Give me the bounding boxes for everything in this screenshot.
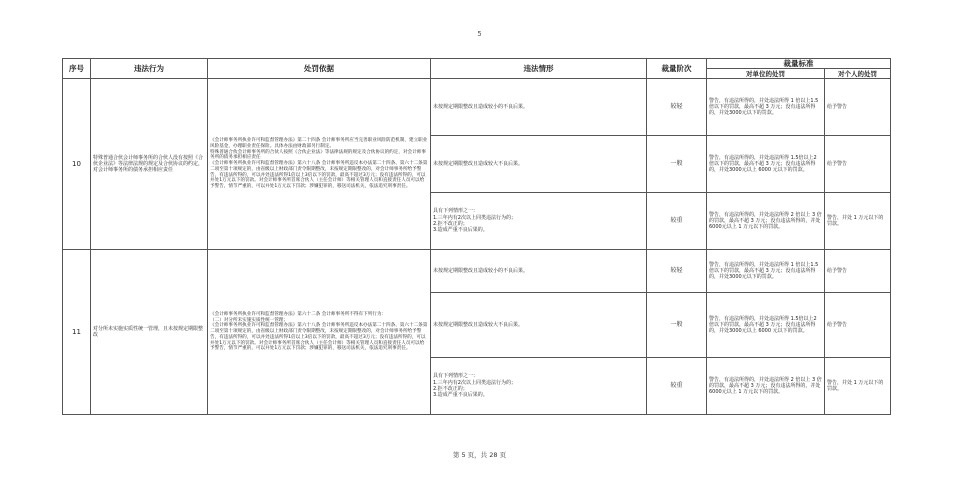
top-page-number: 5 <box>477 30 482 38</box>
header-basis: 处罚依据 <box>208 59 431 79</box>
person-penalty-cell: 给予警告 <box>825 79 891 136</box>
person-penalty-cell: 警告，并处 1 万元以下的罚款。 <box>825 193 891 250</box>
level-cell: 一般 <box>647 293 707 358</box>
penalty-discretion-table <box>62 58 891 415</box>
header-seq: 序号 <box>63 59 91 79</box>
behavior-cell: 特殊普通合伙会计师事务所的合伙人没有按照《合伙企业法》等法律法规的规定及合伙协议的约定，对会计师事务所的债务承担相应责任 <box>91 79 208 250</box>
seq-cell: 11 <box>63 250 91 415</box>
level-cell: 较轻 <box>647 250 707 293</box>
header-to-unit: 对单位的处罚 <box>707 69 825 79</box>
header-behavior: 违法行为 <box>91 59 208 79</box>
table-row <box>63 79 891 136</box>
person-penalty-cell: 给予警告 <box>825 250 891 293</box>
header-circumstance: 违法情形 <box>431 59 647 79</box>
person-penalty-cell: 警告，并处 1 万元以下的罚款。 <box>825 358 891 415</box>
basis-cell: 《会计师事务所执业许可和监督管理办法》第二十四条 会计师事务所应当完善职业风险防范机制，建立职业风险基金，办理职业责任保险。具体办法由财政部另行制定。 特殊普通合伙会计师事务所的合伙人按照《合伙企业法》等法律法规的规定及合伙协议的约定，对会计师事务所的债务承担相应责任 《会计师事务所执业许可和监督管理办法》第六十八条 会计师事务所违反本办法第二十四条、第六十二条第二项至第十项规定的，由省级以上财政部门责令限期整改，未按规定期限整改的，对会计师事务所给予警告，有违法所得的，可以并处违法所得1倍以上3倍以下的罚款，最高不超过3万元；没有违法所得的，可以并处1万元以下的罚款。对会计师事务所首席合伙人（主任会计师）等相关管理人员和直接责任人员可以给予警告，情节严重的，可以并处1万元以下罚款；涉嫌犯罪的，移送司法机关，依法追究刑事责任。 <box>208 79 431 250</box>
unit-penalty-cell: 警告，有违法所得的，并处违法所得 1 倍以上1.5 倍以下的罚款，最高不超 3 万元；没有违法所得的，并处3000元以下的罚款。 <box>707 79 825 136</box>
seq-cell: 10 <box>63 79 91 250</box>
level-cell: 较轻 <box>647 79 707 136</box>
header-to-person: 对个人的处罚 <box>825 69 891 79</box>
unit-penalty-cell: 警告，有违法所得的，并处违法所得 1.5倍以上2 倍以下的罚款，最高不超 3 万元；没有违法所得的，并处3000元以上 6000 元以下的罚款。 <box>707 136 825 193</box>
unit-penalty-cell: 警告，有违法所得的，并处违法所得 2 倍以上 3 倍的罚款，最高不超 3 万元；没有违法所得的，并处 6000元以上 1 万元以下的罚款。 <box>707 358 825 415</box>
unit-penalty-cell: 警告，有违法所得的，并处违法所得 1 倍以上1.5 倍以下的罚款，最高不超 3 万元；没有违法所得的，并处3000元以下的罚款。 <box>707 250 825 293</box>
circumstance-cell: 具有下列情形之一： 1.三年内有2次以上同类违法行为的； 2.拒不改正的； 3.造成严重不良后果的。 <box>431 193 647 250</box>
person-penalty-cell: 给予警告 <box>825 293 891 358</box>
table-row <box>63 250 891 293</box>
unit-penalty-cell: 警告，有违法所得的，并处违法所得 2 倍以上 3 倍的罚款，最高不超 3 万元；没有违法所得的，并处 6000元以上 1 万元以下的罚款。 <box>707 193 825 250</box>
header-level: 裁量阶次 <box>647 59 707 79</box>
person-penalty-cell: 给予警告 <box>825 136 891 193</box>
page-footer: 第 5 页，共 28 页 <box>452 451 507 459</box>
circumstance-cell: 未按规定期限整改且造成较大不良后果。 <box>431 293 647 358</box>
level-cell: 较重 <box>647 193 707 250</box>
level-cell: 一般 <box>647 136 707 193</box>
circumstance-cell: 未按规定期限整改且造成较大不良后果。 <box>431 136 647 193</box>
basis-cell: 《会计师事务所执业许可和监督管理办法》第六十二条 会计师事务所不得有下列行为： （二）对分所未实施实质性统一管理； 《会计师事务所执业许可和监督管理办法》第六十八条 会计师事务所违反本办法第二十四条、第六十二条第二项至第十项规定的，由省级以上财政部门责令限期整改，未按规定期限整改的，对会计师事务所给予警告，有违法所得的，可以并处违法所得1倍以上3倍以下的罚款，最高不超过3万元；没有违法所得的，可以并处1万元以下的罚款。对会计师事务所首席合伙人（主任会计师）等相关管理人员和直接责任人员可以给予警告，情节严重的，可以并处1万元以下罚款；涉嫌犯罪的，移送司法机关，依法追究刑事责任。 <box>208 250 431 415</box>
unit-penalty-cell: 警告，有违法所得的，并处违法所得 1.5倍以上2 倍以下的罚款，最高不超 3 万元；没有违法所得的，并处3000元以上 6000 元以下的罚款。 <box>707 293 825 358</box>
circumstance-cell: 具有下列情形之一： 1.三年内有2次以上同类违法行为的； 2.拒不改正的； 3.造成严重不良后果的。 <box>431 358 647 415</box>
behavior-cell: 对分所未实施实质性统一管理，且未按规定期限整改 <box>91 250 208 415</box>
circumstance-cell: 未按规定期限整改且造成较小的不良后果。 <box>431 250 647 293</box>
level-cell: 较重 <box>647 358 707 415</box>
header-standard: 裁量标准 <box>707 59 891 69</box>
circumstance-cell: 未按规定期限整改且造成较小的不良后果。 <box>431 79 647 136</box>
